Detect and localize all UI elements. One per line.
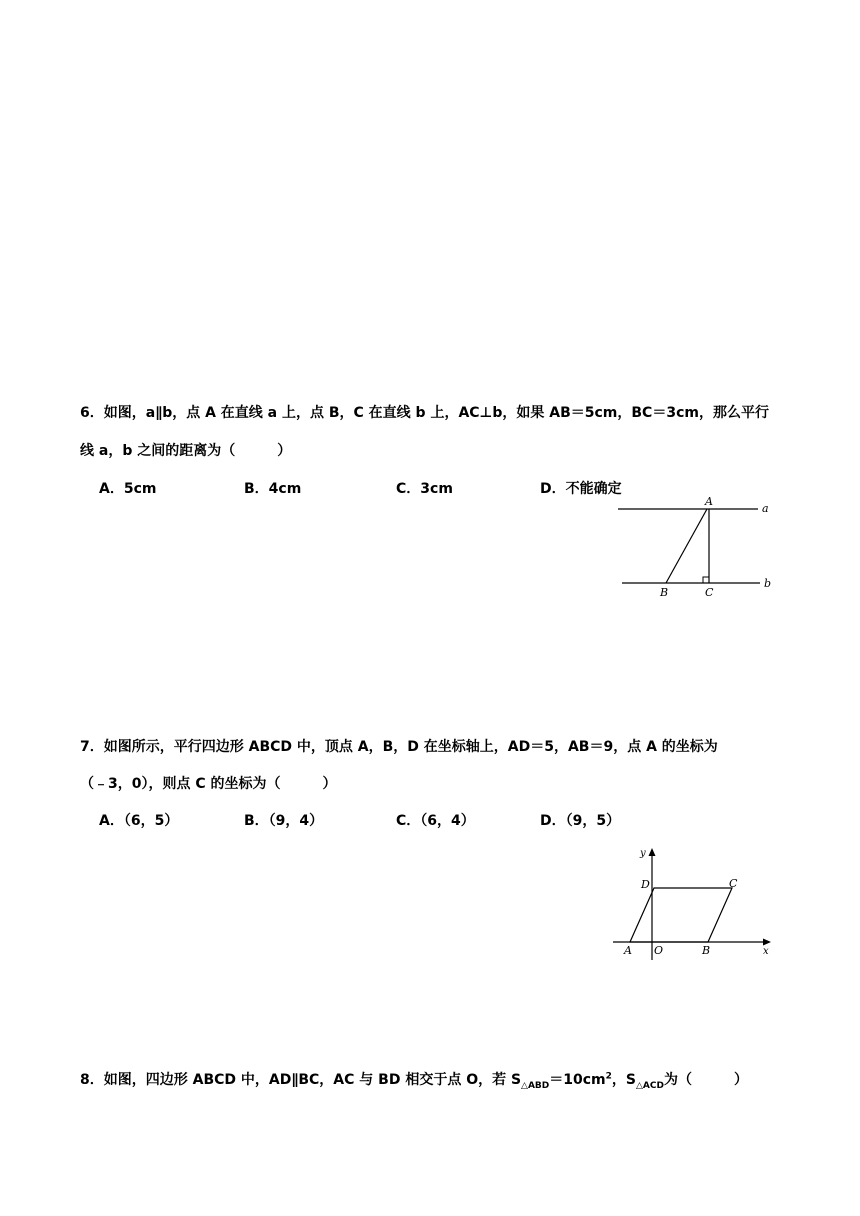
q7-label-c: C — [729, 877, 738, 890]
q6-figure — [610, 495, 780, 605]
q6-label-line-b: b — [764, 577, 772, 590]
q7-figure — [605, 840, 780, 965]
q6-stem-line1: 6．如图，a∥b，点 A 在直线 a 上，点 B，C 在直线 b 上，AC⊥b，如果 AB＝5cm，BC＝3cm，那么平行 — [80, 405, 769, 421]
q7-label-a: A — [624, 944, 632, 957]
q7-option-a[interactable]: A．（6，5） — [99, 813, 179, 829]
q7-label-d: D — [641, 878, 650, 891]
q6-option-a[interactable]: A．5cm — [99, 481, 157, 497]
q7-label-y: y — [640, 848, 646, 859]
q6-segment-ab — [666, 509, 707, 583]
q8-sub-abd: △ABD — [521, 1080, 550, 1091]
q7-label-b: B — [702, 944, 711, 957]
q6-label-b-point: B — [660, 586, 669, 599]
q8-stem — [80, 1069, 748, 1091]
q8-sub-acd: △ACD — [636, 1080, 664, 1091]
q6-right-angle-mark — [703, 577, 709, 583]
q6-option-c[interactable]: C．3cm — [396, 481, 453, 497]
q7-option-b[interactable]: B．（9，4） — [244, 813, 324, 829]
q8-stem-prefix: 8．如图，四边形 ABCD 中，AD∥BC，AC 与 BD 相交于点 O，若 S — [80, 1072, 522, 1088]
q8-stem-mid: ＝10cm — [549, 1072, 606, 1088]
q6-label-a-point: A — [705, 495, 713, 508]
q6-label-line-a: a — [762, 502, 769, 515]
q7-parallelogram — [630, 888, 732, 942]
q7-stem-line2: （﹣3，0），则点 C 的坐标为（ ） — [80, 776, 337, 792]
q7-stem-line1: 7．如图所示，平行四边形 ABCD 中，顶点 A，B，D 在坐标轴上，AD＝5，AB＝9，点 A 的坐标为 — [80, 739, 718, 755]
q8-sup-2: 2 — [605, 1071, 612, 1082]
q8-stem-comma: ，S — [611, 1072, 636, 1088]
q6-option-b[interactable]: B．4cm — [244, 481, 302, 497]
q8-stem-suffix: 为（ ） — [663, 1072, 748, 1088]
q7-y-arrow — [649, 848, 656, 856]
q6-stem-line2: 线 a，b 之间的距离为（ ） — [80, 443, 292, 459]
q7-label-o: O — [654, 944, 664, 957]
q7-x-arrow — [763, 939, 771, 946]
q7-label-x: x — [763, 946, 769, 957]
q6-label-c-point: C — [705, 586, 714, 599]
q6-option-d[interactable]: D．不能确定 — [540, 481, 622, 497]
q7-option-d[interactable]: D．（9，5） — [540, 813, 621, 829]
q7-option-c[interactable]: C．（6，4） — [396, 813, 475, 829]
